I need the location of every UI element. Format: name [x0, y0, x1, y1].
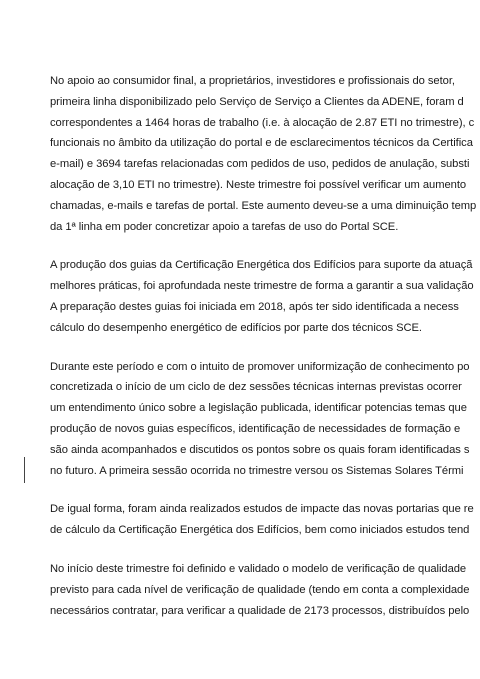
text-line: De igual forma, foram ainda realizados estudos de impacte das novas portarias que re	[50, 503, 474, 516]
text-line: e-mail) e 3694 tarefas relacionadas com pedidos de uso, pedidos de anulação, substi	[50, 158, 470, 171]
paragraph-impact-studies	[50, 499, 480, 541]
text-line: são ainda acompanhados e discutidos os pontos sobre os quais foram identificadas s	[50, 443, 470, 456]
text-line: Durante este período e com o intuito de promover uniformização de conhecimento po	[50, 360, 470, 373]
text-line: concretizada o início de um ciclo de dez sessões técnicas internas previstas ocorrer	[50, 381, 462, 394]
text-line: primeira linha disponibilizado pelo Serviço de Serviço a Clientes da ADENE, foram d	[50, 95, 464, 108]
paragraph-technical-sessions	[50, 357, 480, 482]
text-line: funcionais no âmbito da utilização do portal e de esclarecimentos técnicos da Certifica	[50, 137, 473, 150]
text-cursor-mark	[24, 457, 25, 483]
text-line: A preparação destes guias foi iniciada em 2018, após ter sido identificada a necess	[50, 300, 459, 313]
text-line: produção de novos guias específicos, identificação de necessidades de formação e	[50, 422, 461, 435]
paragraph-quality-verification	[50, 559, 480, 621]
text-line: da 1ª linha em poder concretizar apoio a tarefas de uso do Portal SCE.	[50, 220, 399, 233]
paragraph-guides-production	[50, 255, 480, 338]
text-line: necessários contratar, para verificar a qualidade de 2173 processos, distribuídos pelo	[50, 604, 470, 617]
text-line: melhores práticas, foi aprofundada neste trimestre de forma a garantir a sua validação	[50, 280, 474, 293]
text-line: previsto para cada nível de verificação de qualidade (tendo em conta a complexidade	[50, 583, 470, 596]
text-line: alocação de 3,10 ETI no trimestre). Neste trimestre foi possível verificar um aumento	[50, 178, 467, 191]
text-line: chamadas, e-mails e tarefas de portal. Este aumento deveu-se a uma diminuição temp	[50, 199, 477, 212]
text-line: no futuro. A primeira sessão ocorrida no trimestre versou os Sistemas Solares Térmi	[50, 464, 464, 477]
text-line: No apoio ao consumidor final, a proprietários, investidores e profissionais do setor,	[50, 75, 455, 87]
text-line: A produção dos guias da Certificação Energética dos Edifícios para suporte da atuaçã	[50, 259, 473, 272]
text-line: correspondentes a 1464 horas de trabalho (i.e. à alocação de 2.87 ETI no trimestre), c	[50, 116, 475, 129]
text-line: cálculo do desempenho energético de edifícios por parte dos técnicos SCE.	[50, 321, 422, 334]
paragraph-consumer-support	[50, 71, 480, 237]
text-line: de cálculo da Certificação Energética dos Edifícios, bem como iniciados estudos tend	[50, 524, 470, 537]
document-body	[50, 71, 480, 639]
text-line: um entendimento único sobre a legislação publicada, identificar potencias temas que	[50, 402, 467, 415]
text-line: No início deste trimestre foi definido e validado o modelo de verificação de qualidade	[50, 562, 467, 575]
